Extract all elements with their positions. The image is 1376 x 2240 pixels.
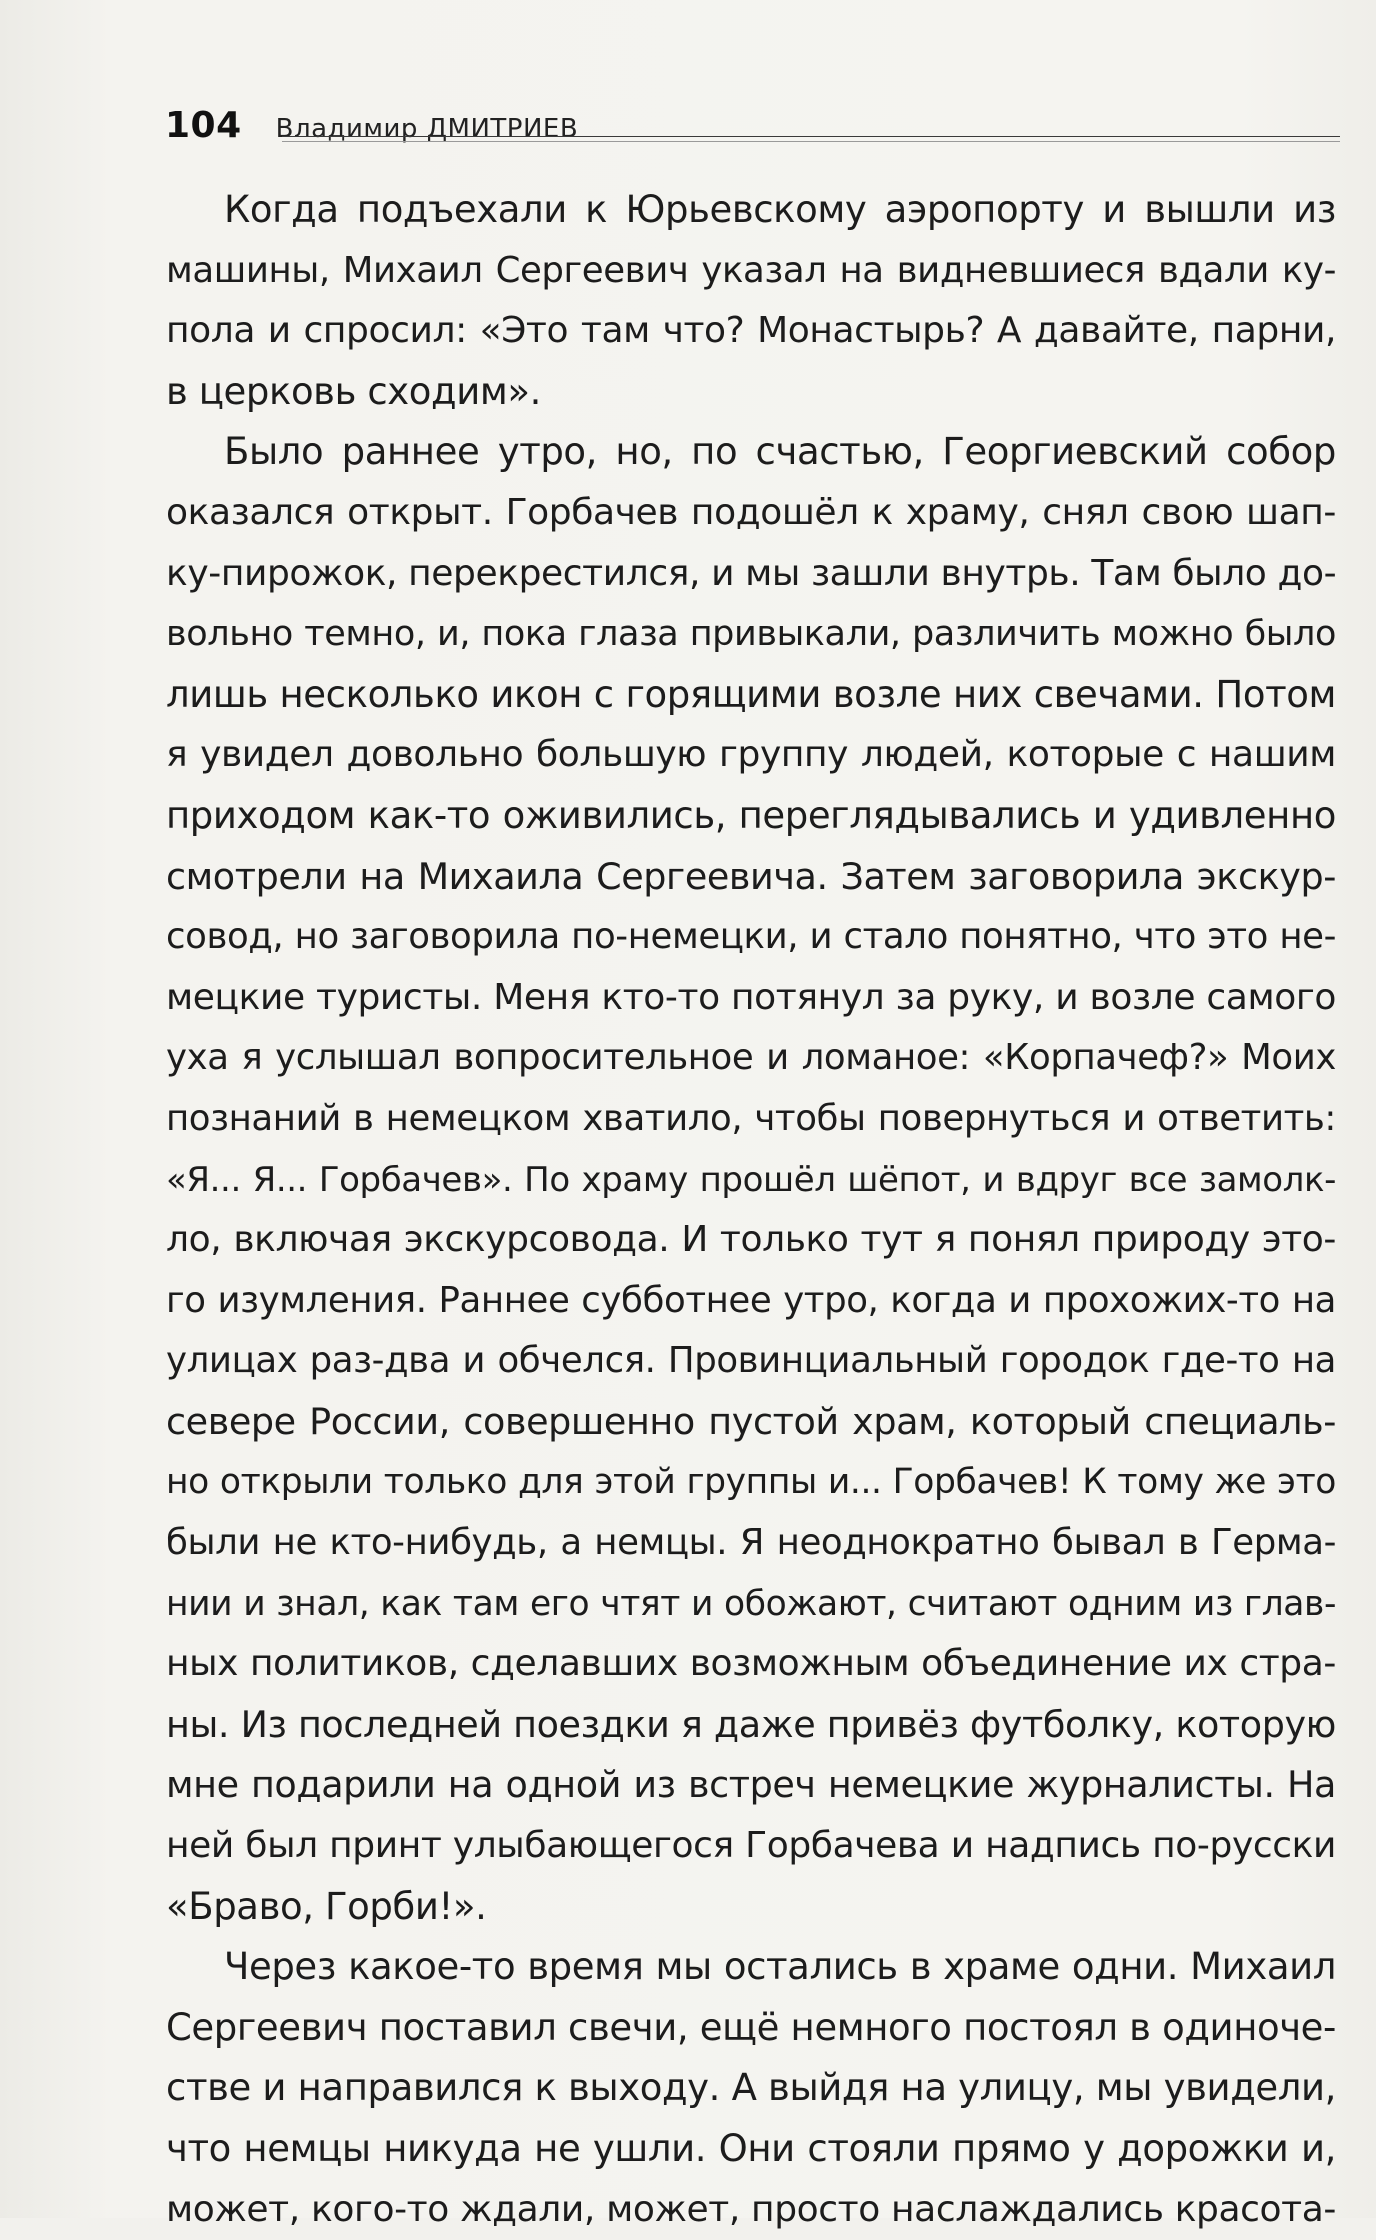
text-line: ны. Из последней поездки я даже привёз футболку, которую (166, 1702, 1336, 1746)
text-line: мне подарили на одной из встреч немецкие журналисты. На (166, 1763, 1336, 1807)
text-line: Когда подъехали к Юрьевскому аэропорту и вышли из (224, 188, 1336, 231)
text-line: ней был принт улыбающегося Горбачева и надпись по-русски (166, 1825, 1336, 1867)
text-line: познаний в немецком хватило, чтобы повернуться и ответить: (166, 1097, 1336, 1139)
text-line: совод, но заговорила по-немецки, и стало понятно, что это не- (166, 916, 1336, 958)
text-line: го изумления. Раннее субботнее утро, когда и прохожих-то на (166, 1279, 1336, 1321)
text-line: ных политиков, сделавших возможным объединение их стра- (166, 1643, 1336, 1685)
text-line: смотрели на Михаила Сергеевича. Затем заговорила экскур- (166, 854, 1336, 898)
text-line: нии и знал, как там его чтят и обожают, считают одним из глав- (166, 1583, 1336, 1624)
text-line: ло, включая экскурсовода. И только тут я понял природу это- (166, 1219, 1336, 1261)
text-line: приходом как-то оживились, переглядывались и удивленно (166, 793, 1336, 837)
text-line: но открыли только для этой группы и... Горбачев! К тому же это (166, 1462, 1336, 1503)
text-line: оказался открыт. Горбачев подошёл к храму, снял свою шап- (166, 491, 1336, 533)
body-text (166, 180, 1336, 2240)
text-line: лишь несколько икон с горящими возле них свечами. Потом (166, 672, 1336, 716)
text-line: что немцы никуда не ушли. Они стояли прямо у дорожки и, (166, 2127, 1336, 2170)
header-rule (282, 136, 1340, 137)
text-line: я увидел довольно большую группу людей, которые с нашим (166, 734, 1336, 776)
text-line: стве и направился к выходу. А выйдя на улицу, мы увидели, (166, 2066, 1336, 2110)
text-line: уха я услышал вопросительное и ломаное: «Корпачеф?» Моих (166, 1037, 1336, 1079)
running-title: Владимир ДМИТРИЕВ (275, 114, 579, 144)
header-rule-thin (282, 141, 1340, 142)
text-line: «Браво, Горби!». (166, 1884, 487, 1928)
text-line: Сергеевич поставил свечи, ещё немного постоял в одиноче- (166, 2005, 1336, 2049)
page-number: 104 (165, 105, 242, 146)
text-line: Было раннее утро, но, по счастью, Георгиевский собор (224, 430, 1336, 474)
text-line: были не кто-нибудь, а немцы. Я неоднократно бывал в Герма- (166, 1522, 1336, 1564)
text-line: улицах раз-два и обчелся. Провинциальный городок где-то на (166, 1340, 1336, 1382)
text-line: «Я... Я... Горбачев». По храму прошёл шёпот, и вдруг все замолк- (166, 1159, 1336, 1200)
text-line: ку-пирожок, перекрестился, и мы зашли внутрь. Там было до- (166, 552, 1337, 594)
text-line: вольно темно, и, пока глаза привыкали, различить можно было (166, 614, 1336, 655)
text-line: пола и спросил: «Это там что? Монастырь? А давайте, парни, (166, 310, 1336, 352)
text-line: Через какое-то время мы остались в храме одни. Михаил (224, 1945, 1336, 1989)
text-line: мецкие туристы. Меня кто-то потянул за руку, и возле самого (166, 976, 1336, 1018)
text-line: может, кого-то ждали, может, просто наслаждались красота- (166, 2188, 1336, 2230)
running-head (165, 92, 1340, 146)
text-line: машины, Михаил Сергеевич указал на видневшиеся вдали ку- (166, 249, 1336, 291)
text-line: севере России, совершенно пустой храм, который специаль- (166, 1399, 1336, 1443)
text-line: в церковь сходим». (166, 369, 541, 413)
